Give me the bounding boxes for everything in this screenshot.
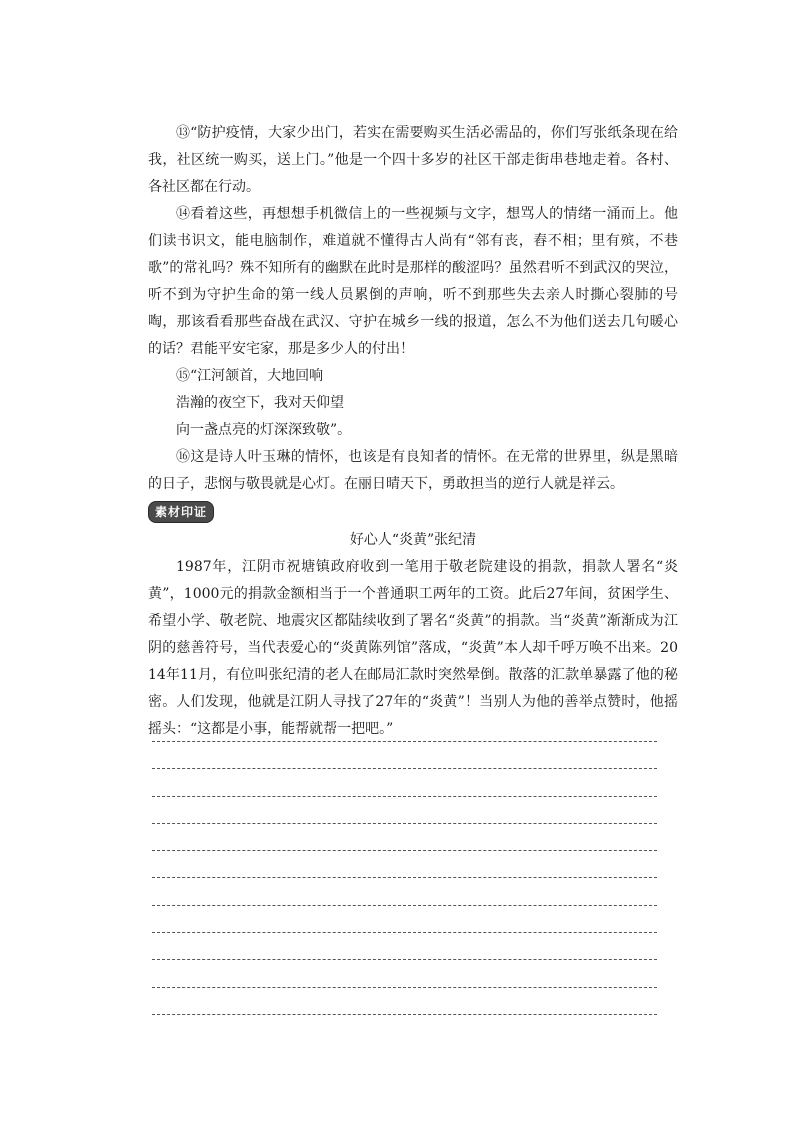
material-body: 1987年，江阴市祝塘镇政府收到一笔用于敬老院建设的捐款，捐款人署名“炎黄”，1000元的捐款金额相当于一个普通职工两年的工资。此后27年间，贫困学生、希望小学、敬老院、地震灾区都陆续收到了署名“炎黄”的捐款。当“炎黄”渐渐成为江阴的慈善符号，当代表爱心的“炎黄陈列馆”落成，“炎黄”本人却千呼万唤不出来。2014年11月，有位叫张纪清的老人在邮局汇款时突然晕倒。散落的汇款单暴露了他的秘密。人们发现，他就是江阴人寻找了27年的“炎黄”！当别人为他的善举点赞时，他摇摇头：“这都是小事，能帮就帮一把吧。” — [148, 559, 678, 737]
paragraph-14: ⑭看着这些，再想想手机微信上的一些视频与文字，想骂人的情绪一涌而上。他们读书识文，能电脑制作，难道就不懂得古人尚有“邻有丧，舂不相；里有殡，不巷歌”的常礼吗？殊不知所有的幽默在此时是那样的酸涩吗？虽然君听不到武汉的哭泣，听不到为守护生命的第一线人员累倒的声响，听不到那些失去亲人时撕心裂肺的号啕，那该看看那些奋战在武汉、守护在城乡一线的报道，怎么不为他们送去几句暖心的话？君能平安宅家，那是多少人的付出！ — [148, 206, 678, 357]
answer-line[interactable] — [152, 850, 657, 877]
article-content — [148, 120, 678, 743]
answer-line[interactable] — [152, 823, 657, 850]
material-badge-row — [148, 498, 678, 525]
answer-line[interactable] — [152, 1014, 657, 1041]
material-title: 好心人“炎黄”张纪清 — [349, 532, 477, 548]
answer-lines — [152, 741, 657, 1041]
paragraph-16: ⑯这是诗人叶玉琳的情怀，也该是有良知者的情怀。在无常的世界里，纵是黑暗的日子，悲悯与敬畏就是心灯。在丽日晴天下，勇敢担当的逆行人就是祥云。 — [148, 449, 678, 492]
poem-line-3: 向一盏点亮的灯深深致敬”。 — [176, 422, 352, 438]
paragraph-13: ⑬“防护疫情，大家少出门，若实在需要购买生活必需品的，你们写张纸条现在给我，社区统一购买，送上门。”他是一个四十多岁的社区干部走街串巷地走着。各村、各社区都在行动。 — [148, 125, 678, 195]
poem-line-1: ⑮“江河颔首，大地回响 — [176, 368, 324, 384]
answer-line[interactable] — [152, 905, 657, 932]
material-badge: 素材印证 — [148, 501, 214, 523]
answer-line[interactable] — [152, 796, 657, 823]
answer-line[interactable] — [152, 959, 657, 986]
answer-line[interactable] — [152, 932, 657, 959]
answer-line[interactable] — [152, 877, 657, 904]
answer-line[interactable] — [152, 987, 657, 1014]
answer-line[interactable] — [152, 768, 657, 795]
answer-line[interactable] — [152, 741, 657, 768]
poem-line-2: 浩瀚的夜空下，我对天仰望 — [176, 395, 344, 411]
